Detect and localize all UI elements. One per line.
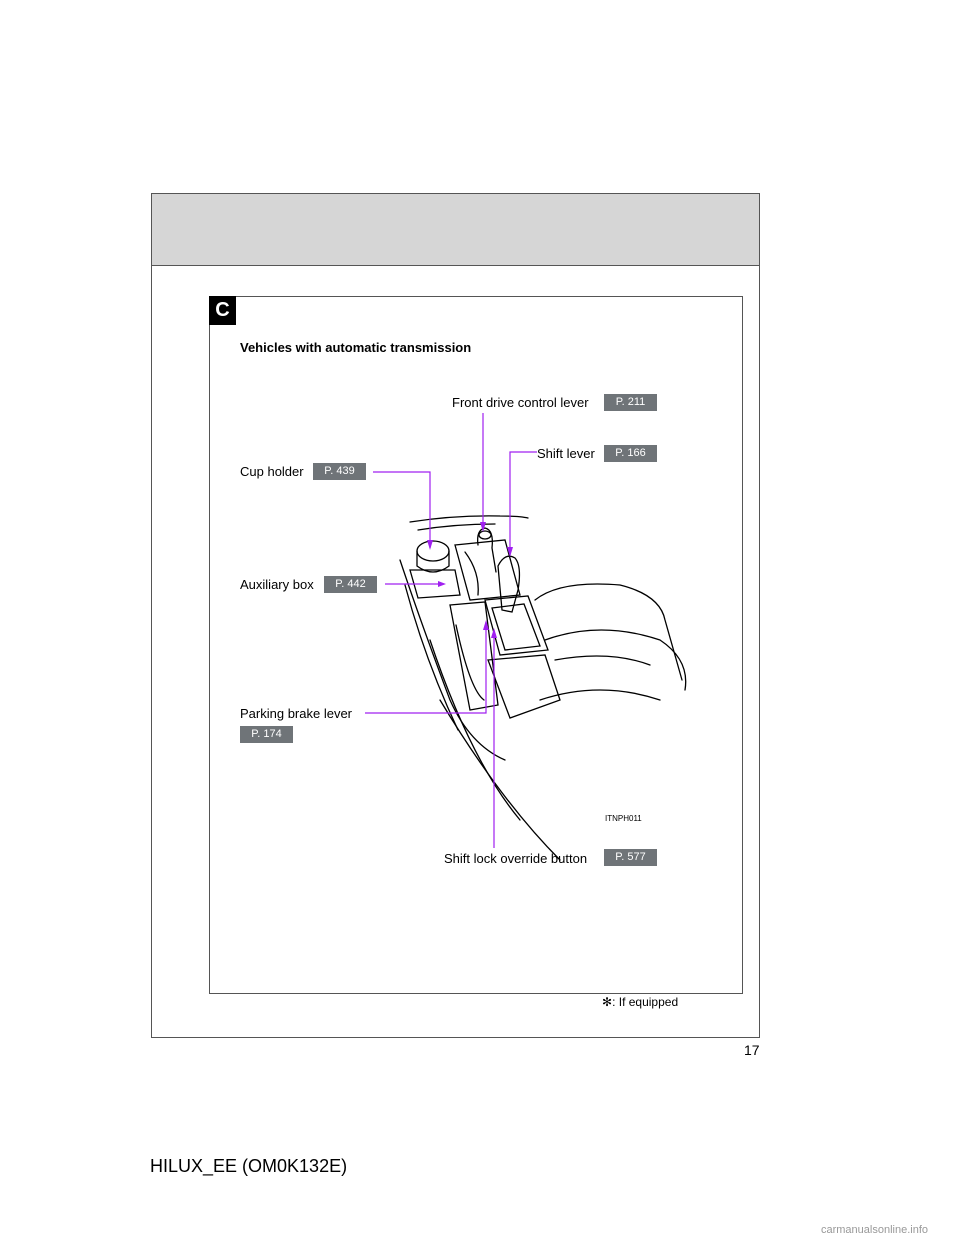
auxiliary-box-page-badge[interactable]: P. 442 bbox=[324, 576, 377, 593]
cup-holder-label: Cup holder bbox=[240, 464, 304, 479]
shift-lock-label: Shift lock override button bbox=[444, 851, 588, 866]
parking-brake-label: Parking brake lever bbox=[240, 706, 352, 721]
watermark: carmanualsonline.info bbox=[820, 1224, 928, 1236]
asterisk-icon: ✻ bbox=[602, 995, 613, 1009]
document-id: HILUX_EE (OM0K132E) bbox=[150, 1156, 348, 1176]
shift-lock-page-badge[interactable]: P. 577 bbox=[604, 849, 657, 866]
auxiliary-box-label: Auxiliary box bbox=[240, 577, 314, 592]
footnote-text: : If equipped bbox=[612, 995, 679, 1009]
image-code: ITNPH011 bbox=[605, 814, 642, 823]
front-drive-label: Front drive control lever bbox=[452, 395, 589, 410]
shift-lever-page-badge[interactable]: P. 166 bbox=[604, 445, 657, 462]
page-number: 17 bbox=[744, 1042, 760, 1058]
diagram-title: Vehicles with automatic transmission bbox=[240, 340, 472, 355]
cup-holder-page-badge[interactable]: P. 439 bbox=[313, 463, 366, 480]
shift-lever-label: Shift lever bbox=[537, 446, 595, 461]
front-drive-page-badge[interactable]: P. 211 bbox=[604, 394, 657, 411]
section-tab: C bbox=[209, 296, 236, 325]
parking-brake-page-badge[interactable]: P. 174 bbox=[240, 726, 293, 743]
footnote bbox=[602, 995, 678, 1009]
